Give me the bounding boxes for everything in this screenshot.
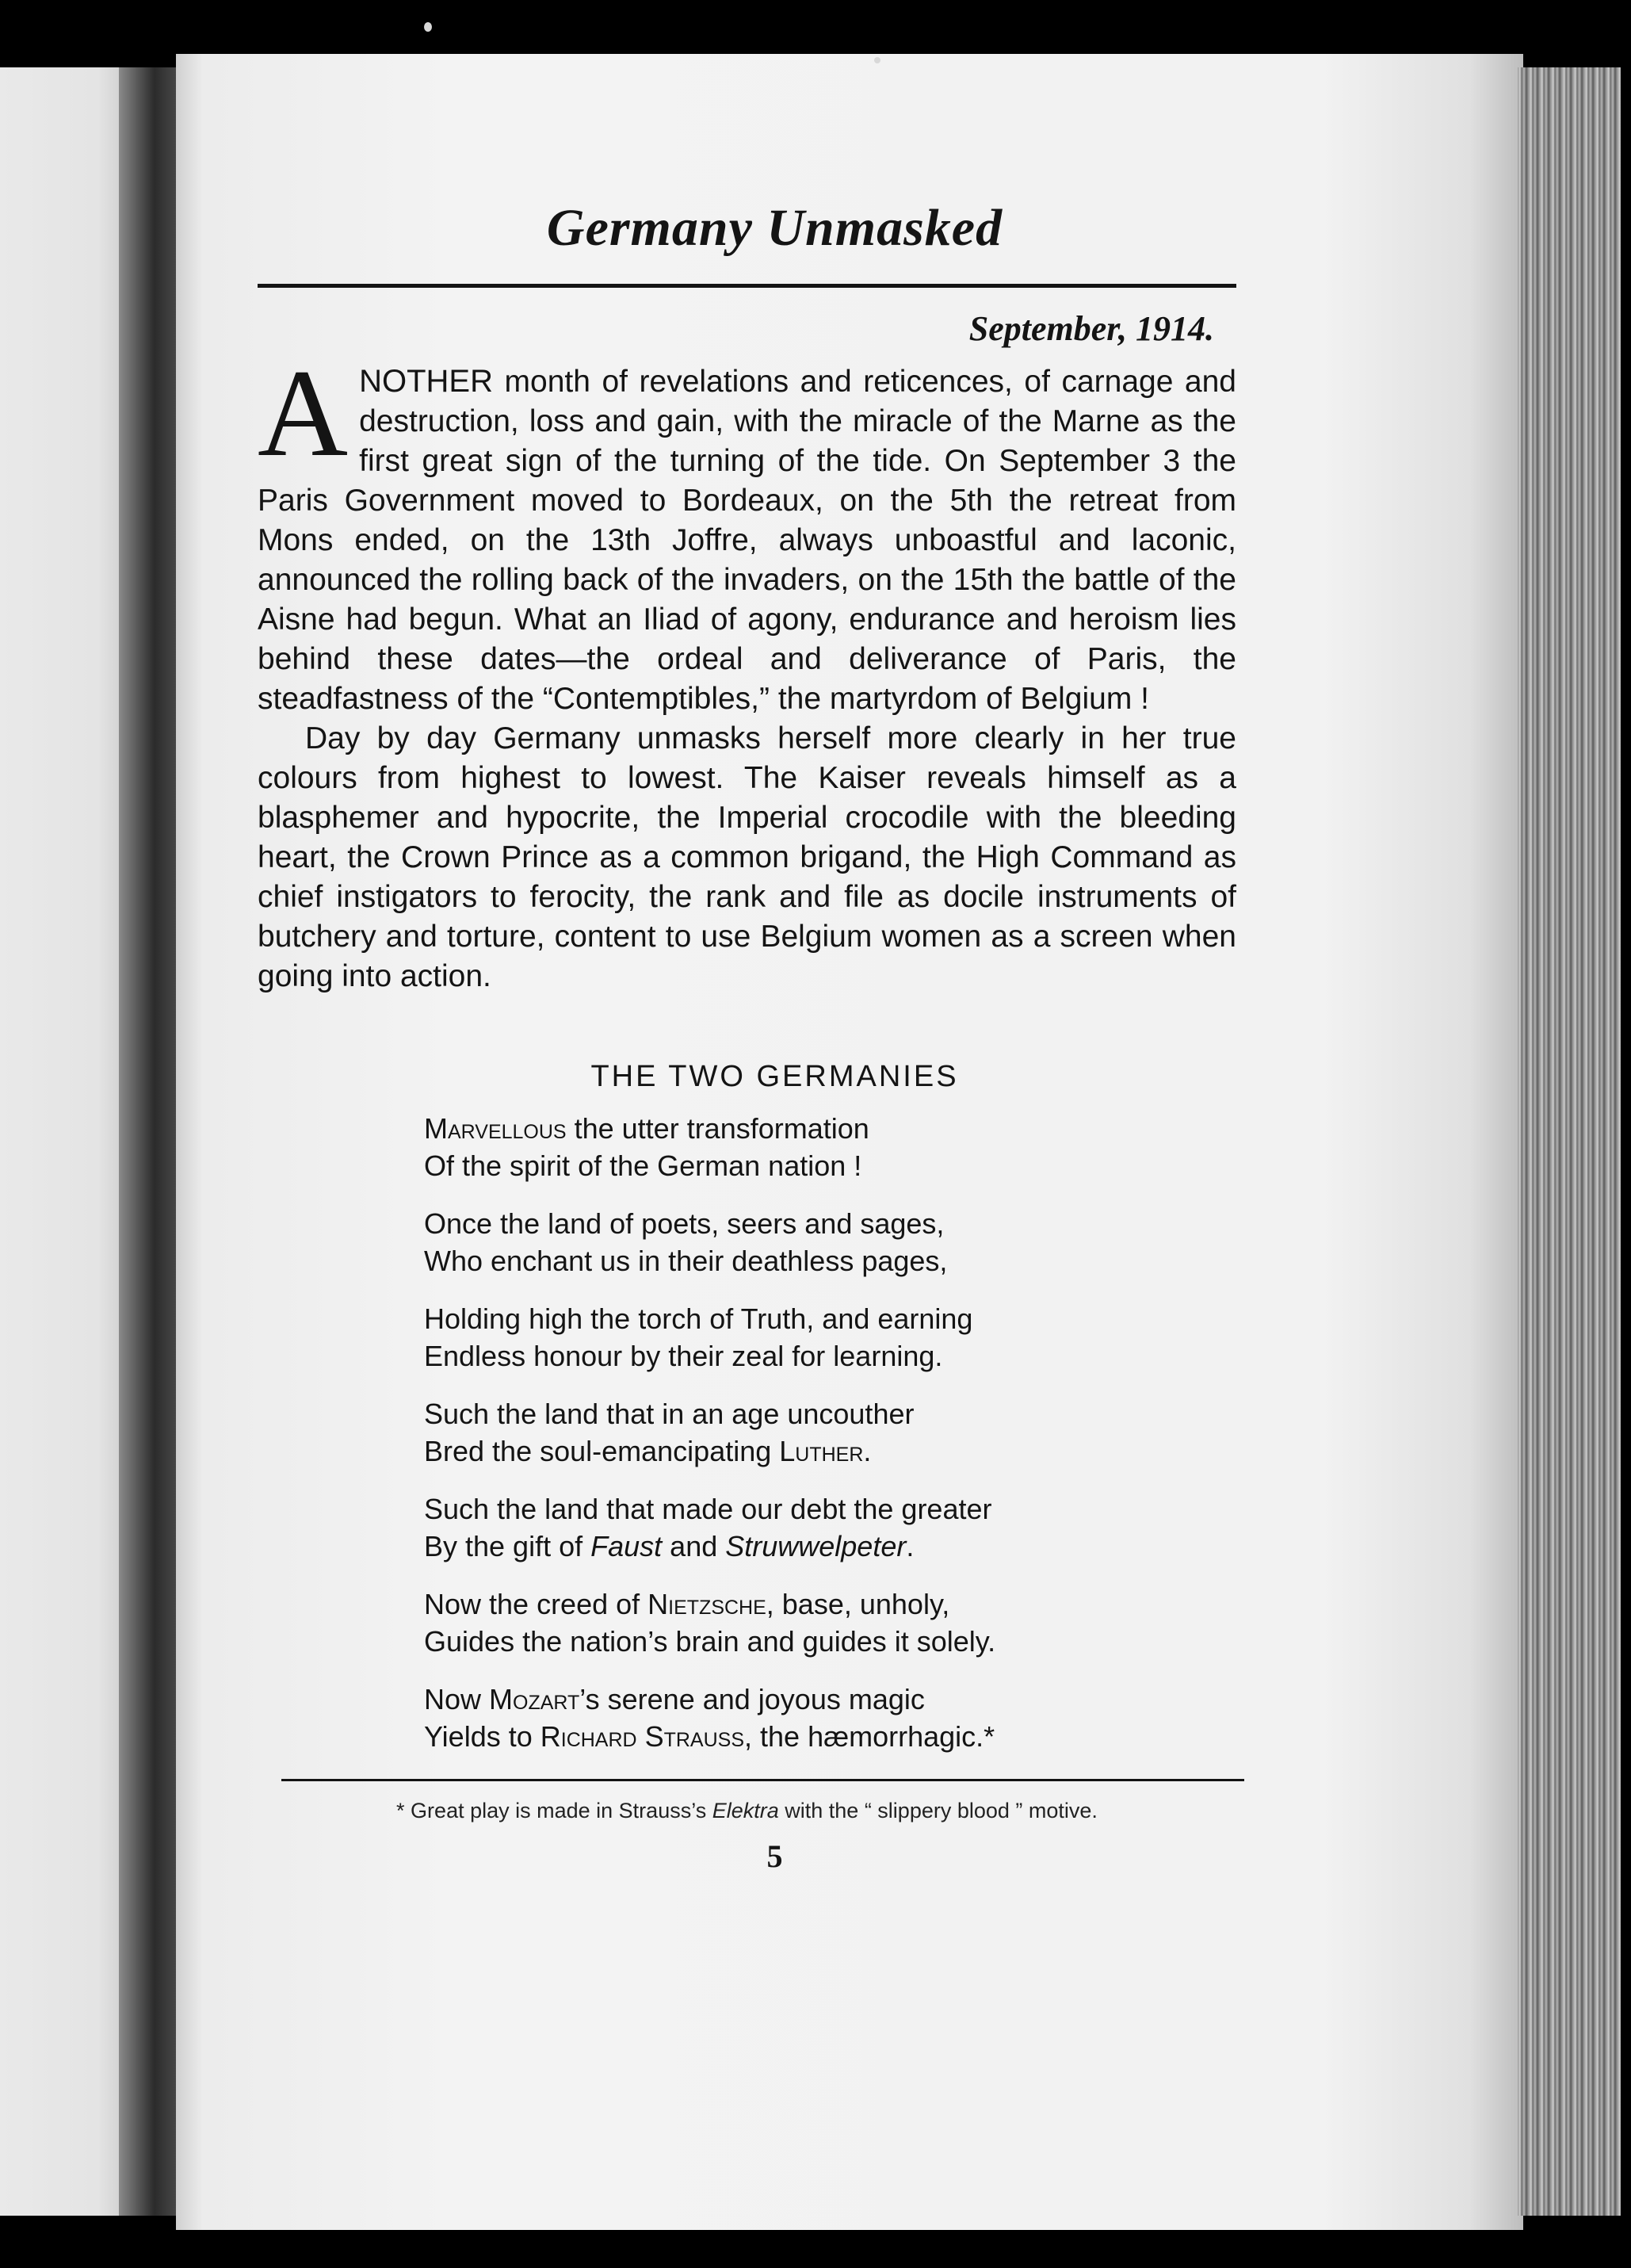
poem-line	[424, 1110, 1236, 1147]
stanza	[424, 1585, 1236, 1660]
footnote-rule	[281, 1779, 1244, 1781]
poem-line: Holding high the torch of Truth, and earning	[424, 1302, 973, 1335]
running-head: Germany Unmasked	[546, 199, 1003, 257]
header-rule	[258, 284, 1236, 288]
poem-line: Such the land that in an age uncouther	[424, 1398, 915, 1430]
scan-speck	[874, 57, 880, 63]
line-text: .	[906, 1530, 915, 1562]
line-text: Now	[424, 1683, 490, 1715]
italic-title: Faust	[590, 1530, 663, 1562]
small-caps-word: Richard Strauss	[540, 1720, 745, 1753]
stanza	[424, 1490, 1236, 1565]
poem-line: Of the spirit of the German nation !	[424, 1149, 862, 1182]
footnote-text: * Great play is made in Strauss’s	[396, 1799, 712, 1822]
page-content	[258, 198, 1236, 1875]
line-text: , base, unholy,	[766, 1588, 950, 1620]
poem-line	[424, 1681, 1236, 1718]
small-caps-word: Mozart	[489, 1683, 580, 1715]
poem-line	[424, 1432, 1236, 1470]
dateline: September, 1914.	[968, 309, 1214, 348]
stanza	[424, 1681, 1236, 1755]
paragraph-2: Day by day Germany unmasks herself more clearly in her true colours from highest to lowest. The Kaiser reveals himself as a blasphemer and hypocrite, the Imperial crocodile with the bleeding heart, the Crown Prince as a common brigand, the High Command as chief instigators to ferocity, the rank and file as docile instruments of butchery and torture, content to use Belgium women as a screen when going into action.	[258, 721, 1236, 993]
footnote	[258, 1799, 1236, 1823]
prose-body	[258, 344, 1236, 996]
line-text: , the hæmorrhagic.*	[744, 1720, 995, 1753]
small-caps-word: Luther	[779, 1435, 864, 1467]
drop-cap: A	[258, 344, 349, 483]
binding-gutter	[119, 67, 178, 2216]
poem-line: Such the land that made our debt the greater	[424, 1493, 992, 1525]
poem-line	[424, 1718, 1236, 1755]
stanza	[424, 1205, 1236, 1279]
small-caps-word: Marvellous	[424, 1112, 567, 1145]
poem-line	[424, 1585, 1236, 1623]
line-text: Yields to	[424, 1720, 540, 1753]
line-text: Bred the soul-emancipating	[424, 1435, 780, 1467]
paragraph-1-text: month of revelations and reticences, of carnage and destruction, loss and gain, with the miracle of the Marne as the first great sign of the turning of the tide. On September 3 the Paris Government moved to Bordeaux, on the 5th the retreat from Mons ended, on the 13th Joffre, always unboastful and laconic, announced the rolling back of the invaders, on the 15th the battle of the Aisne had begun. What an Iliad of agony, endurance and heroism lies behind these dates—the ordeal and deliverance of Paris, the steadfastness of the “Contemptibles,” the martyrdom of Belgium !	[258, 365, 1236, 716]
poem-line: Once the land of poets, seers and sages,	[424, 1207, 945, 1240]
scan-speck	[424, 22, 432, 32]
poem-stanzas	[258, 1110, 1236, 1755]
line-text: .	[863, 1435, 872, 1467]
poem-line: Who enchant us in their deathless pages,	[424, 1245, 948, 1277]
stanza	[424, 1110, 1236, 1184]
paragraph-1	[258, 344, 1236, 719]
page-number: 5	[766, 1838, 783, 1874]
page-block-edge	[1518, 67, 1621, 2216]
poem-line: Guides the nation’s brain and guides it solely.	[424, 1625, 996, 1658]
poem-title: THE TWO GERMANIES	[590, 1060, 959, 1093]
opening-word: NOTHER	[359, 364, 493, 399]
footnote-italic: Elektra	[712, 1799, 779, 1822]
italic-title: Struwwelpeter	[725, 1530, 907, 1562]
small-caps-word: Nietzsche	[647, 1588, 766, 1620]
poem-line: Endless honour by their zeal for learning.	[424, 1340, 943, 1372]
stanza	[424, 1395, 1236, 1470]
line-text: By the gift of	[424, 1530, 591, 1562]
line-text: Now the creed of	[424, 1588, 648, 1620]
line-text: the utter transformation	[566, 1112, 869, 1145]
stanza	[424, 1300, 1236, 1375]
poem-line	[424, 1528, 1236, 1565]
line-text: and	[662, 1530, 726, 1562]
line-text: ’s serene and joyous magic	[579, 1683, 925, 1715]
footnote-text: with the “ slippery blood ” motive.	[778, 1799, 1098, 1822]
